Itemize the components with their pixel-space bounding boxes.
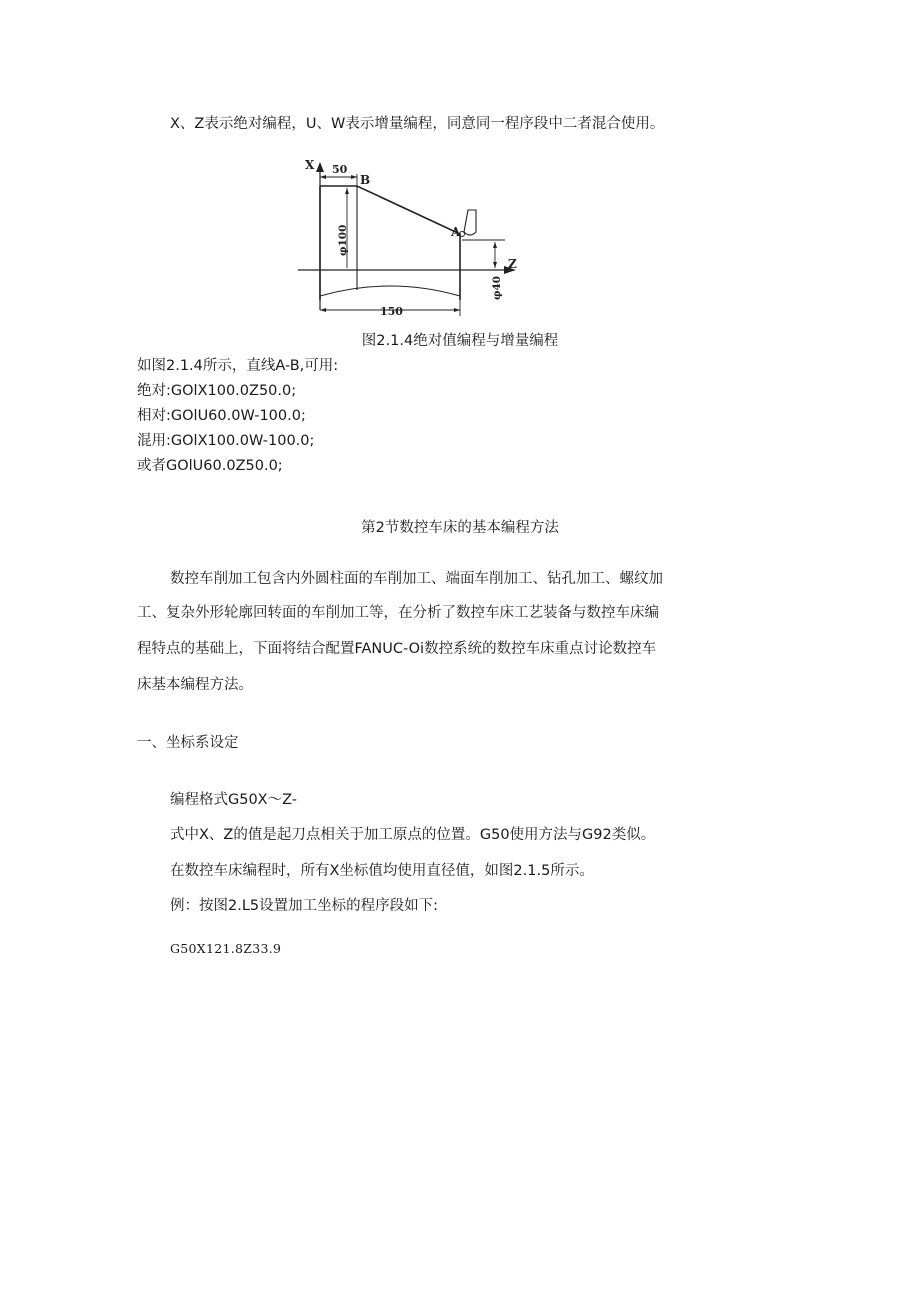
- subsection-title: 一、坐标系设定: [137, 735, 239, 751]
- example-lead: 如图2.1.4所示，直线A-B,可用:: [137, 358, 339, 374]
- dim-150-label: 150: [380, 305, 403, 318]
- cutting-tool-icon: [464, 210, 476, 235]
- code-line: G50X121.8Z33.9: [170, 941, 282, 956]
- example-line-incremental: 相对:GOlU60.0W-100.0;: [137, 408, 306, 424]
- subsection-line-definition: 式中X、Z的值是起刀点相关于加工原点的位置。G50使用方法与G92类似。: [170, 827, 656, 843]
- part-lower-contour: [320, 286, 460, 296]
- figure-axis-x-label: X: [305, 158, 315, 172]
- subsection-line-example: 例：按图2.L5设置加工坐标的程序段如下:: [170, 898, 439, 914]
- dim-phi100-label: φ100: [337, 224, 349, 256]
- figure-absolute-incremental: [290, 150, 540, 325]
- intro-line: X、Z表示绝对编程，U、W表示增量编程，同意同一程序段中二者混合使用。: [170, 116, 665, 132]
- figure-caption: 图2.1.4绝对值编程与增量编程: [361, 333, 559, 349]
- figure-axis-z-label: Z: [508, 257, 517, 271]
- example-line-alternative: 或者GOlU60.0Z50.0;: [137, 458, 283, 474]
- example-line-absolute: 绝对:GOlX100.0Z50.0;: [137, 383, 297, 399]
- example-line-mixed: 混用:GOlX100.0W-100.0;: [137, 433, 315, 449]
- point-a-label: A: [451, 225, 461, 239]
- subsection-line-format: 编程格式G50X〜Z-: [170, 792, 298, 808]
- paragraph-line: 程特点的基础上，下面将结合配置FANUC-Oi数控系统的数控车床重点讨论数控车: [137, 641, 657, 657]
- paragraph-line: 工、复杂外形轮廓回转面的车削加工等，在分析了数控车床工艺装备与数控车床编: [137, 605, 659, 621]
- paragraph-line: 数控车削加工包含内外圆柱面的车削加工、端面车削加工、钻孔加工、螺纹加: [170, 571, 663, 587]
- x-axis-arrow-icon: [316, 162, 324, 172]
- dim-50-label: 50: [332, 163, 348, 176]
- section-title: 第2节数控车床的基本编程方法: [361, 520, 559, 536]
- dim-phi40-label: φ40: [491, 275, 503, 300]
- paragraph-line: 床基本编程方法。: [137, 677, 253, 693]
- subsection-line-diameter: 在数控车床编程时，所有X坐标值均使用直径值，如图2.1.5所示。: [170, 863, 594, 879]
- point-b-label: B: [360, 173, 371, 187]
